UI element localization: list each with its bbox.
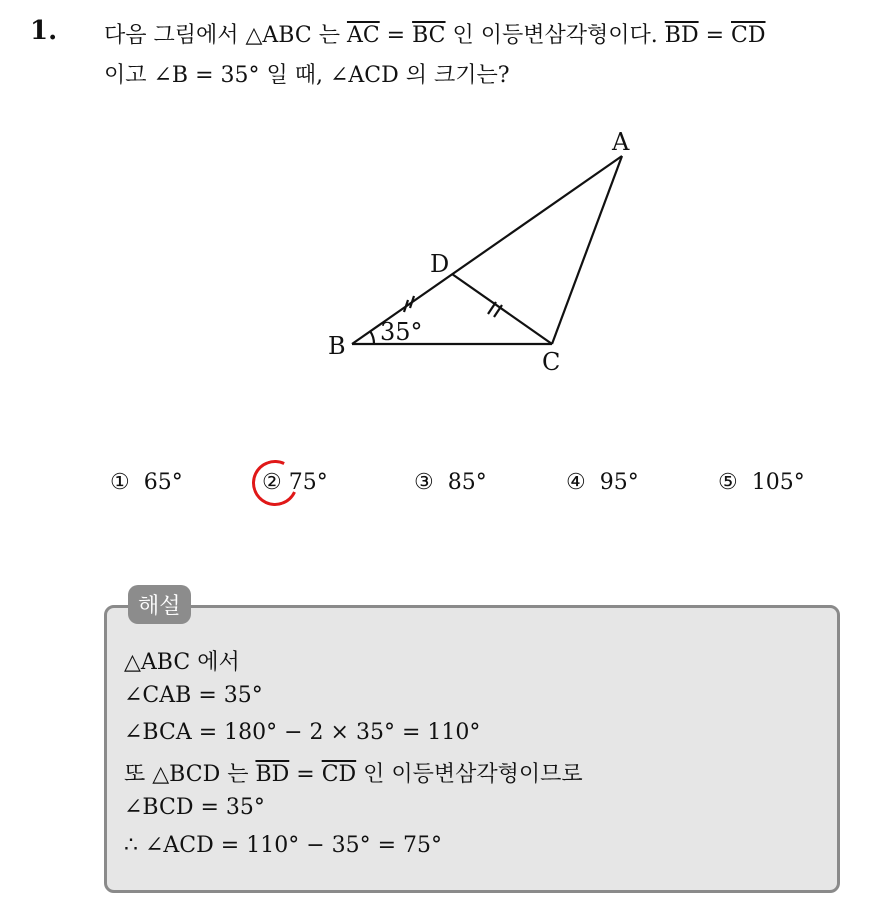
angle-label: 35° — [380, 318, 423, 346]
choice-text: 95° — [599, 470, 639, 495]
equals-sign: = — [698, 23, 732, 48]
label-d: D — [430, 250, 450, 278]
solution-line-2: ∠CAB = 35° — [124, 683, 263, 708]
equals-sign: = — [379, 23, 413, 48]
choice-number: ② — [262, 470, 282, 495]
question-text-line-2: 이고 ∠B = 35° 일 때, ∠ACD 의 크기는? — [104, 63, 510, 88]
side-ac — [552, 156, 622, 344]
choice-text: 85° — [447, 470, 487, 495]
solution-line-4 — [124, 757, 583, 788]
question-number: 1. — [30, 16, 58, 46]
solution-line-1: △ABC 에서 — [124, 650, 240, 675]
choice-3[interactable] — [414, 470, 487, 495]
segment-dc — [452, 274, 552, 344]
solution-line-6: ∴ ∠ACD = 110° − 35° = 75° — [124, 833, 443, 858]
choice-4[interactable] — [566, 470, 639, 495]
solution-line-3: ∠BCA = 180° − 2 × 35° = 110° — [124, 720, 481, 745]
triangle-figure — [300, 118, 660, 388]
question-text-line-1 — [104, 18, 766, 49]
angle-arc — [370, 331, 374, 344]
question-text: 다음 그림에서 △ABC 는 — [104, 23, 347, 48]
choice-5[interactable] — [718, 470, 805, 495]
side-ab — [352, 156, 622, 344]
solution-tag: 해설 — [128, 585, 191, 624]
segment-bd: $\overline{BD}$ — [664, 23, 699, 48]
choice-number: ③ — [414, 470, 434, 495]
tick-mark-dc — [488, 302, 496, 314]
segment-cd: $\overline{CD}$ — [321, 762, 357, 787]
equals-sign: = — [289, 762, 322, 787]
solution-text: 인 이등변삼각형이므로 — [356, 762, 583, 787]
choice-1[interactable] — [110, 470, 183, 495]
choice-number: ④ — [566, 470, 586, 495]
question-text: 인 이등변삼각형이다. — [445, 23, 665, 48]
choice-text: 75° — [288, 470, 328, 495]
segment-bd: $\overline{BD}$ — [255, 762, 290, 787]
solution-text: 또 △BCD 는 — [124, 762, 256, 787]
choice-number: ① — [110, 470, 130, 495]
label-b: B — [328, 332, 346, 360]
choice-text: 65° — [143, 470, 183, 495]
solution-line-5: ∠BCD = 35° — [124, 795, 265, 820]
choice-number: ⑤ — [718, 470, 738, 495]
segment-bc: $\overline{BC}$ — [412, 23, 446, 48]
segment-ac: $\overline{AC}$ — [346, 23, 380, 48]
label-a: A — [612, 128, 630, 156]
label-c: C — [542, 348, 561, 376]
segment-cd: $\overline{CD}$ — [731, 23, 766, 48]
choice-text: 105° — [751, 470, 805, 495]
answer-choices — [0, 470, 884, 510]
